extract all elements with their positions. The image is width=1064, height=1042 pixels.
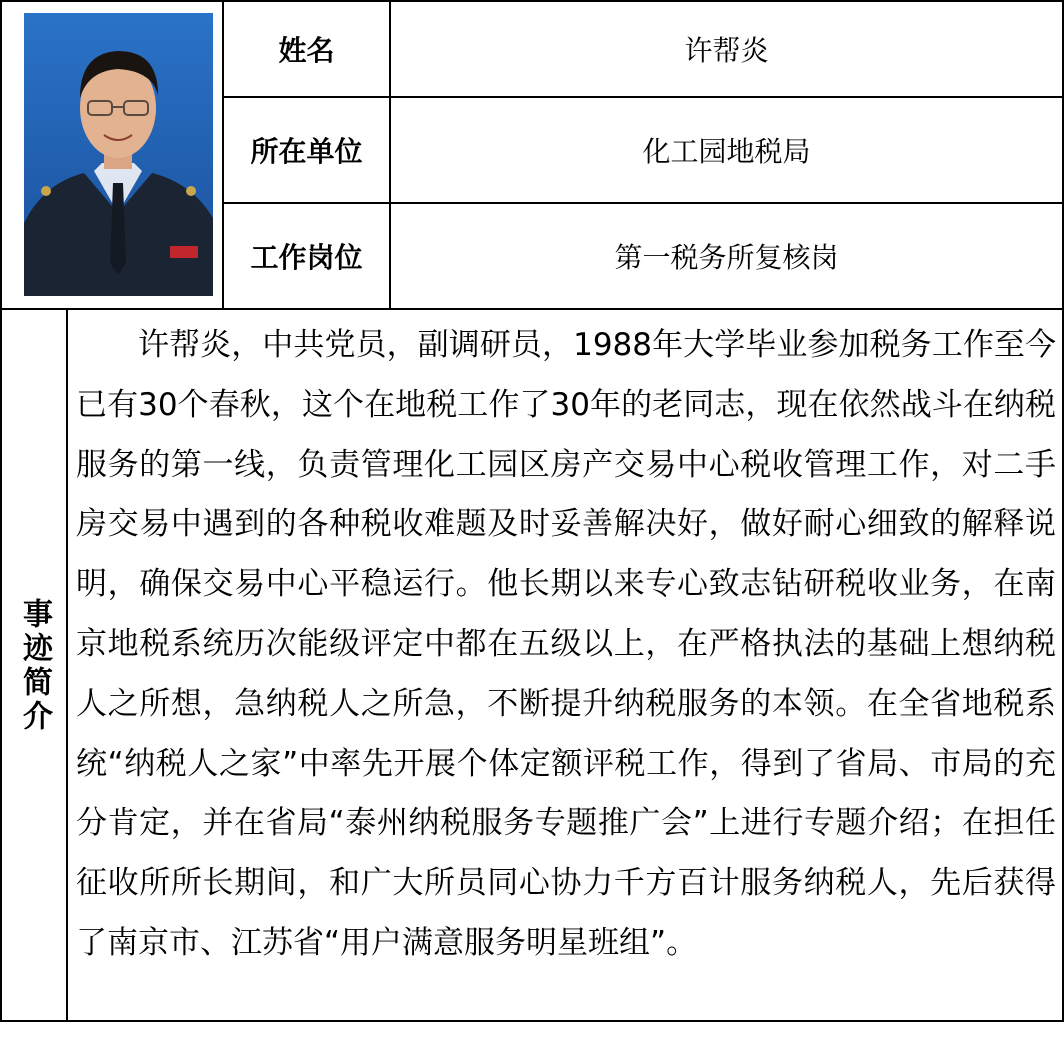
bio-heading: [1, 310, 67, 1022]
portrait-illustration: [24, 13, 213, 296]
position-label: 工作岗位: [250, 241, 363, 274]
position-value: 第一税务所复核岗: [614, 241, 839, 274]
portrait-photo: [24, 13, 213, 296]
name-value: 许帮炎: [684, 34, 769, 67]
name-label: 姓名: [278, 34, 335, 67]
bio-heading-text: 事迹简介: [17, 598, 52, 734]
unit-value: 化工园地税局: [642, 135, 811, 168]
table-divider: [0, 308, 1064, 310]
bio-text: 许帮炎，中共党员，副调研员，1988年大学毕业参加税务工作至今已有30个春秋，这个在地税工作了30年的老同志，现在依然战斗在纳税服务的第一线，负责管理化工园区房产交易中心税收管理工作，对二手房交易中遇到的各种税收难题及时妥善解决好，做好耐心细致的解释说明，确保交易中心平稳运行。他长期以来专心致志钻研税收业务，在南京地税系统历次能级评定中都在五级以上，在严格执法的基础上想纳税人之所想，急纳税人之所急，不断提升纳税服务的本领。在全省地税系统“纳税人之家”中率先开展个体定额评税工作，得到了省局、市局的充分肯定，并在省局“泰州纳税服务专题推广会”上进行专题介绍；在担任征收所所长期间，和广大所员同心协力千方百计服务纳税人，先后获得了南京市、江苏省“用户满意服务明星班组”。: [76, 327, 1056, 961]
unit-label: 所在单位: [250, 135, 363, 168]
